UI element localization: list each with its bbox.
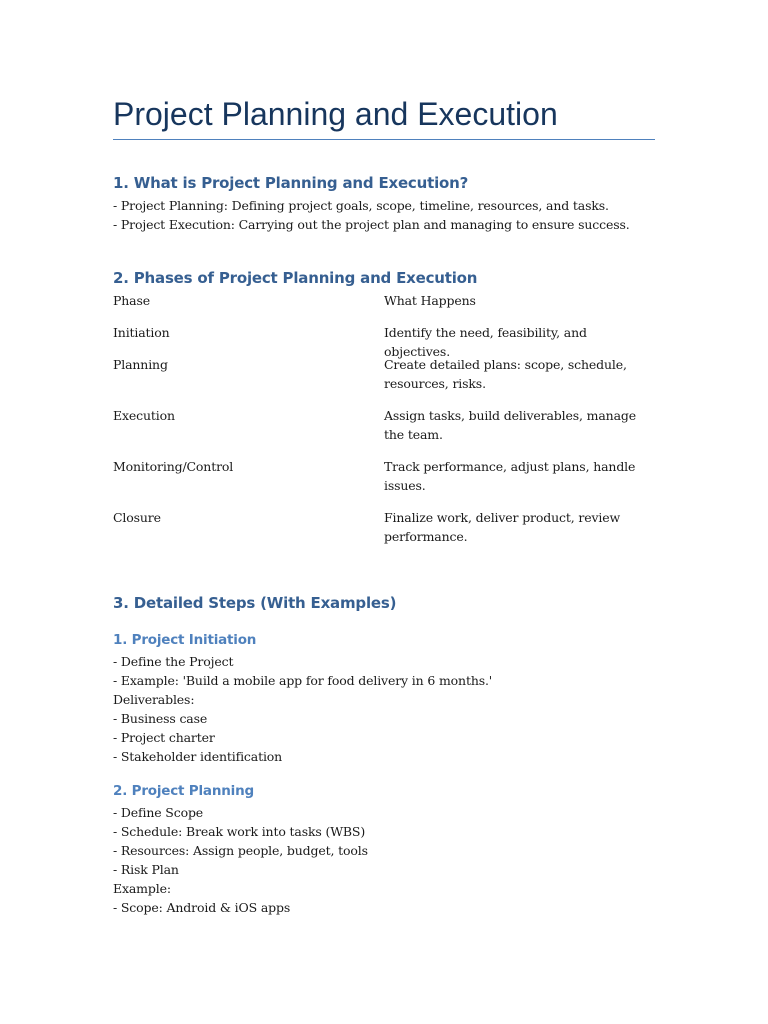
document-title: Project Planning and Execution xyxy=(113,96,558,132)
step-2-line: - Risk Plan xyxy=(113,862,179,877)
table-cell-description: Assign tasks, build deliverables, manage the team. xyxy=(384,408,636,442)
table-cell-description: Finalize work, deliver product, review performance. xyxy=(384,510,621,544)
table-header-phase: Phase xyxy=(113,293,150,308)
step-1-heading: 1. Project Initiation xyxy=(113,632,257,648)
step-1-line: - Project charter xyxy=(113,730,215,745)
table-header-what-happens: What Happens xyxy=(384,293,476,308)
step-2-heading: 2. Project Planning xyxy=(113,783,254,799)
table-cell-phase: Initiation xyxy=(113,325,170,340)
step-1-line: - Define the Project xyxy=(113,654,234,669)
section-1-heading: 1. What is Project Planning and Execution? xyxy=(113,174,469,192)
title-underline xyxy=(113,139,655,140)
table-cell-phase: Planning xyxy=(113,357,168,372)
table-cell-description: Create detailed plans: scope, schedule, resources, risks. xyxy=(384,357,627,391)
step-1-line: - Example: 'Build a mobile app for food delivery in 6 months.' xyxy=(113,673,493,688)
step-1-line: - Business case xyxy=(113,711,208,726)
step-2-line: - Schedule: Break work into tasks (WBS) xyxy=(113,824,366,839)
step-2-body xyxy=(113,803,368,917)
section-1-line: - Project Planning: Defining project goals, scope, timeline, resources, and tasks. xyxy=(113,198,609,213)
step-2-line: Example: xyxy=(113,881,171,896)
table-cell-phase: Closure xyxy=(113,510,161,525)
step-2-line: - Define Scope xyxy=(113,805,204,820)
step-1-line: Deliverables: xyxy=(113,692,195,707)
step-2-line: - Resources: Assign people, budget, tools xyxy=(113,843,368,858)
section-2-heading: 2. Phases of Project Planning and Execution xyxy=(113,269,478,287)
step-2-line: - Scope: Android & iOS apps xyxy=(113,900,291,915)
section-3-heading: 3. Detailed Steps (With Examples) xyxy=(113,594,397,612)
table-cell-phase: Execution xyxy=(113,408,175,423)
section-1-body xyxy=(113,196,630,234)
table-cell-description: Track performance, adjust plans, handle issues. xyxy=(384,459,636,493)
table-cell-description: Identify the need, feasibility, and objectives. xyxy=(384,325,587,359)
step-1-body xyxy=(113,652,492,766)
step-1-line: - Stakeholder identification xyxy=(113,749,283,764)
section-1-line: - Project Execution: Carrying out the project plan and managing to ensure success. xyxy=(113,217,630,232)
table-cell-phase: Monitoring/Control xyxy=(113,459,234,474)
